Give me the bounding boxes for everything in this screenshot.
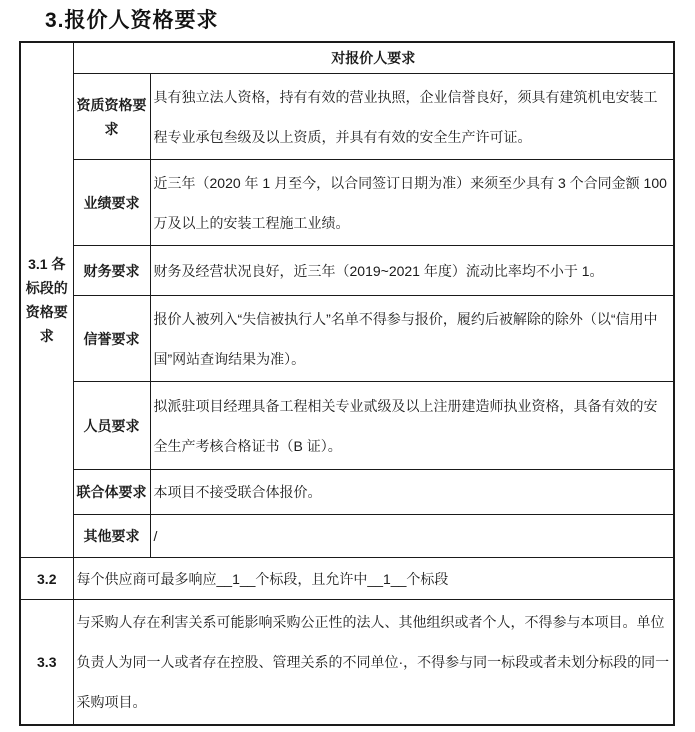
table-row-performance: [20, 160, 674, 246]
financial-label-cell: 财务要求: [73, 246, 150, 296]
page-title: 3.报价人资格要求: [45, 9, 219, 32]
qualification-label-cell: 资质资格要求: [73, 74, 150, 160]
performance-label-cell: 业绩要求: [73, 160, 150, 246]
table-row-other: [20, 515, 674, 558]
section-3-1-label-cell: 3.1 各标段的资格要求: [20, 42, 73, 558]
table-row-personnel: [20, 382, 674, 470]
financial-content-cell: 财务及经营状况良好，近三年（2019~2021 年度）流动比率均不小于 1。: [150, 246, 674, 296]
personnel-content-cell: 拟派驻项目经理具备工程相关专业贰级及以上注册建造师执业资格，具备有效的安全生产考核合格证书（B 证）。: [150, 382, 674, 470]
table-row-financial: [20, 246, 674, 296]
qualification-content-cell: 具有独立法人资格，持有有效的营业执照，企业信誉良好，须具有建筑机电安装工程专业承包叁级及以上资质，并具有有效的安全生产许可证。: [150, 74, 674, 160]
section-3-3-label-cell: 3.3: [20, 600, 73, 725]
consortium-label-cell: 联合体要求: [73, 470, 150, 515]
table-row-consortium: [20, 470, 674, 515]
credit-content-cell: 报价人被列入“失信被执行人”名单不得参与报价，履约后被解除的除外（以“信用中国”网站查询结果为准）。: [150, 296, 674, 382]
other-label-cell: 其他要求: [73, 515, 150, 558]
section-3-2-content-cell: 每个供应商可最多响应__1__个标段，且允许中__1__个标段: [73, 558, 674, 600]
table-row-credit: [20, 296, 674, 382]
credit-label-cell: 信誉要求: [73, 296, 150, 382]
table-row-qualification: [20, 74, 674, 160]
section-3-3-content-cell: 与采购人存在利害关系可能影响采购公正性的法人、其他组织或者个人，不得参与本项目。单位负责人为同一人或者存在控股、管理关系的不同单位·，不得参与同一标段或者未划分标段的同一采购项目。: [73, 600, 674, 725]
requirements-table: [19, 41, 675, 726]
performance-content-cell: 近三年（2020 年 1 月至今，以合同签订日期为准）来须至少具有 3 个合同金额 100 万及以上的安装工程施工业绩。: [150, 160, 674, 246]
table-row-3-2: [20, 558, 674, 600]
section-3-2-label-cell: 3.2: [20, 558, 73, 600]
consortium-content-cell: 本项目不接受联合体报价。: [150, 470, 674, 515]
personnel-label-cell: 人员要求: [73, 382, 150, 470]
other-content-cell: /: [150, 515, 674, 558]
table-header-row: [20, 42, 674, 74]
table-header-cell: 对报价人要求: [73, 42, 674, 74]
table-row-3-3: [20, 600, 674, 725]
